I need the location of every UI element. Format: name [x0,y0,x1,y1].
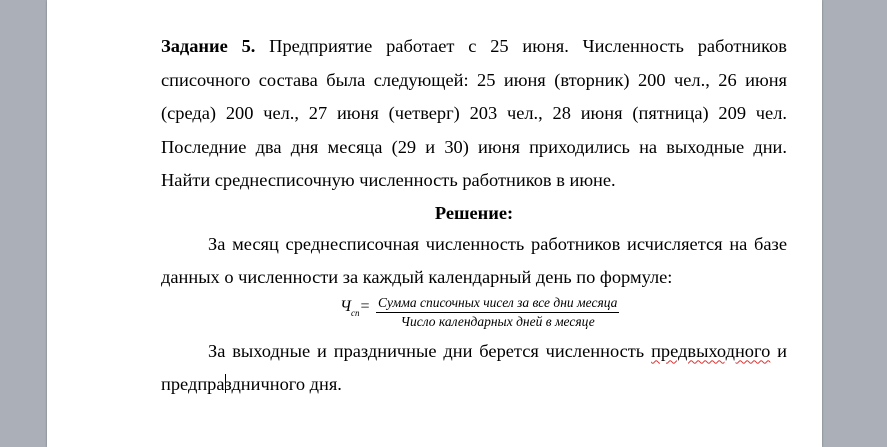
formula-lhs-symbol: Ч [340,297,352,315]
task-label: Задание 5. [161,36,256,56]
solution-intro: За месяц среднесписочная численность работников исчисляется на базе данных о численности за каждый календарный день по формуле: [161,233,787,287]
formula-equals: = [359,297,371,315]
document-body[interactable] [161,30,787,402]
formula-numerator: Сумма списочных чисел за все дни месяца [376,295,619,313]
formula-lhs [340,298,370,317]
weekend-note-paragraph [161,335,787,402]
weekend-note-text-end: здничного дня. [224,374,342,394]
solution-heading: Решение: [434,202,514,223]
formula-fraction [376,295,619,330]
task-paragraph [161,30,787,198]
weekend-note-text-mid: и предпра [161,340,787,394]
weekend-note-text: За выходные и праздничные дни берется численность [208,340,652,361]
task-text: Предприятие работает с 25 июня. Численность работников списочного состава была следующей: 25 июня (вторник) 200 чел., 26 июня (среда) 200 чел., 27 июня (четверг) 203 чел., 28 июня (пятница) 209 чел. Последние два дня месяца (29 и 30) июня приходились на выходные дни. Найти среднесписочную численность работников в июне. [161,36,787,190]
average-headcount-formula [161,295,787,335]
spellcheck-flagged-word[interactable]: предвыходного [651,340,771,361]
formula-denominator: Число календарных дней в месяце [400,313,595,329]
document-page[interactable] [47,0,822,447]
formula-lhs-subscript: сп [351,307,360,318]
